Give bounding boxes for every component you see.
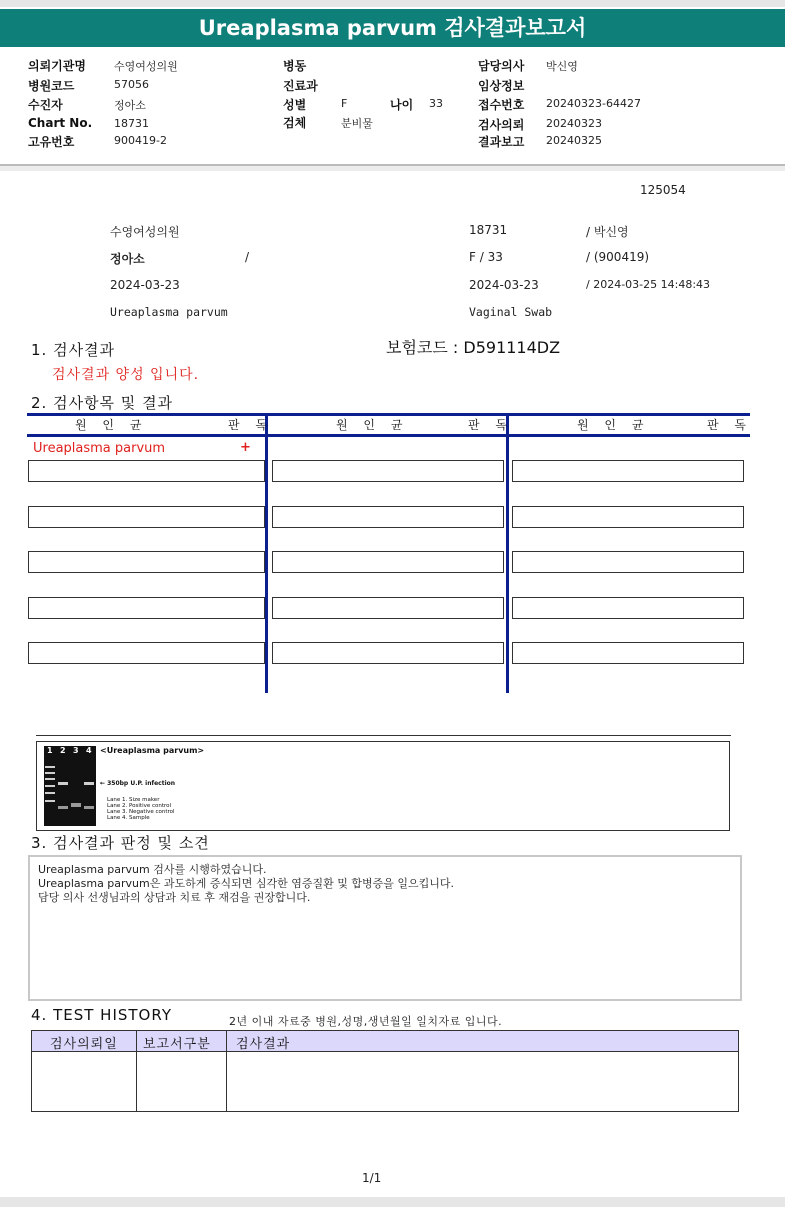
positive-result-message: 검사결과 양성 입니다. — [52, 367, 200, 383]
info-code: 125054 — [640, 183, 686, 197]
age-label: 나이 — [390, 98, 414, 112]
specimen-value: 분비물 — [341, 117, 373, 130]
grid-divider-2 — [506, 413, 509, 693]
info-chart-no: 18731 — [469, 223, 508, 237]
gel-band — [45, 766, 55, 768]
gel-top-rule — [36, 735, 731, 736]
info-doctor: / 박신영 — [586, 225, 629, 239]
gel-infection-note: ← 350bp U.P. infection — [100, 780, 176, 787]
opinion-line: 담당 의사 선생님과의 상담과 치료 후 재검을 권장합니다. — [38, 891, 311, 904]
history-col-result: 검사결과 — [236, 1037, 291, 1052]
result-cell — [512, 597, 744, 619]
col-header-judgement-1: 판 독 — [228, 418, 273, 432]
grid-header-rule — [27, 434, 750, 437]
report-value: 20240325 — [546, 134, 602, 147]
gel-band — [45, 792, 55, 794]
gel-lane-desc: Lane 3. Negative control — [107, 809, 175, 815]
info-test-name: Ureaplasma parvum — [110, 305, 228, 319]
ward-label: 병동 — [283, 59, 307, 73]
page-number: 1/1 — [362, 1171, 382, 1185]
unique-no-value: 900419-2 — [114, 134, 167, 147]
gel-band — [45, 778, 55, 780]
gel-band — [45, 785, 55, 787]
result-cell — [512, 551, 744, 573]
gel-lane-desc: Lane 2. Positive control — [107, 803, 172, 809]
history-table — [31, 1030, 739, 1112]
history-col-request-date: 검사의뢰일 — [50, 1037, 118, 1052]
history-col-divider — [136, 1031, 137, 1111]
result-cell — [28, 551, 265, 573]
info-date-receipt: 2024-03-23 — [469, 278, 539, 292]
opinion-line: Ureaplasma parvum은 과도하게 증식되면 심각한 염증질환 및 합병증을 일으킵니다. — [38, 877, 454, 890]
gel-band — [45, 800, 55, 802]
header-band — [0, 166, 785, 171]
hospital-code-label: 병원코드 — [28, 79, 75, 93]
section-2-title: 2. 검사항목 및 결과 — [31, 394, 174, 412]
result-cell — [28, 506, 265, 528]
result-cell — [512, 642, 744, 664]
info-sex-age: F / 33 — [469, 250, 503, 264]
history-col-divider — [226, 1031, 227, 1111]
report-header — [0, 52, 785, 164]
receipt-value: 20240323-64427 — [546, 97, 641, 110]
result-cell — [272, 506, 504, 528]
info-report-datetime: / 2024-03-25 14:48:43 — [586, 278, 711, 291]
info-patient: 정아소 — [110, 252, 145, 266]
info-birth: / (900419) — [586, 250, 650, 264]
info-specimen-type: Vaginal Swab — [469, 305, 553, 319]
result-cell — [512, 460, 744, 482]
section-1-title: 1. 검사결과 — [31, 341, 116, 359]
gel-lane-number: 3 — [73, 746, 79, 755]
result-cell — [28, 460, 265, 482]
result-cell — [272, 597, 504, 619]
result-cell — [512, 506, 744, 528]
gel-lane-desc: Lane 1. Size maker — [107, 797, 160, 803]
report-title: Ureaplasma parvum 검사결과보고서 — [0, 9, 785, 47]
opinion-box — [28, 855, 742, 1001]
gel-lane-number: 2 — [60, 746, 66, 755]
result-pathogen-name: Ureaplasma parvum — [33, 441, 166, 456]
history-note: 2년 이내 자료중 병원,성명,생년월일 일치자료 입니다. — [229, 1015, 503, 1028]
result-cell — [28, 597, 265, 619]
result-cell — [272, 551, 504, 573]
patient-label: 수진자 — [28, 98, 63, 112]
gel-lane-desc: Lane 4. Sample — [107, 815, 150, 821]
request-value: 20240323 — [546, 117, 602, 130]
insurance-code: 보험코드 : D591114DZ — [386, 338, 561, 357]
gel-band — [45, 772, 55, 774]
info-institution: 수영여성의원 — [110, 225, 180, 239]
opinion-line: Ureaplasma parvum 검사를 시행하였습니다. — [38, 863, 267, 876]
patient-value: 정아소 — [114, 99, 146, 112]
col-header-pathogen-2: 원 인 균 — [336, 418, 409, 432]
top-strip — [0, 0, 785, 7]
gel-title: <Ureaplasma parvum> — [100, 746, 205, 755]
grid-divider-1 — [265, 413, 268, 693]
sex-value: F — [341, 97, 348, 110]
receipt-label: 접수번호 — [478, 98, 525, 112]
hospital-code-value: 57056 — [114, 78, 149, 91]
clinical-info-label: 임상정보 — [478, 79, 525, 93]
bottom-strip — [0, 1197, 785, 1207]
gel-lane-number: 1 — [47, 746, 53, 755]
info-slash: / — [245, 250, 250, 264]
doctor-value: 박신영 — [546, 60, 578, 73]
chart-no-label: Chart No. — [28, 116, 93, 130]
col-header-pathogen-1: 원 인 균 — [75, 418, 148, 432]
section-3-title: 3. 검사결과 판정 및 소견 — [31, 834, 210, 852]
history-table-header — [32, 1031, 738, 1052]
history-col-report-type: 보고서구분 — [143, 1037, 211, 1052]
gel-band — [58, 782, 68, 785]
dept-label: 진료과 — [283, 79, 318, 93]
doctor-label: 담당의사 — [478, 59, 525, 73]
gel-lane-number: 4 — [86, 746, 92, 755]
request-label: 검사의뢰 — [478, 118, 525, 132]
age-value: 33 — [429, 97, 443, 110]
result-cell — [272, 460, 504, 482]
result-cell — [28, 642, 265, 664]
section-4-title: 4. TEST HISTORY — [31, 1006, 172, 1024]
col-header-judgement-2: 판 독 — [468, 418, 513, 432]
specimen-label: 검체 — [283, 116, 307, 130]
gel-band — [71, 803, 81, 807]
institution-label: 의뢰기관명 — [28, 59, 86, 73]
info-date-request: 2024-03-23 — [110, 278, 180, 292]
col-header-judgement-3: 판 독 — [707, 418, 752, 432]
gel-band — [84, 806, 94, 809]
col-header-pathogen-3: 원 인 균 — [577, 418, 650, 432]
sex-label: 성별 — [283, 98, 307, 112]
report-label: 결과보고 — [478, 135, 525, 149]
chart-no-value: 18731 — [114, 117, 149, 130]
unique-no-label: 고유번호 — [28, 135, 75, 149]
gel-band — [58, 806, 68, 809]
result-cell — [272, 642, 504, 664]
gel-band — [84, 782, 94, 785]
institution-value: 수영여성의원 — [114, 60, 178, 73]
result-judgement-flag: + — [240, 440, 251, 455]
